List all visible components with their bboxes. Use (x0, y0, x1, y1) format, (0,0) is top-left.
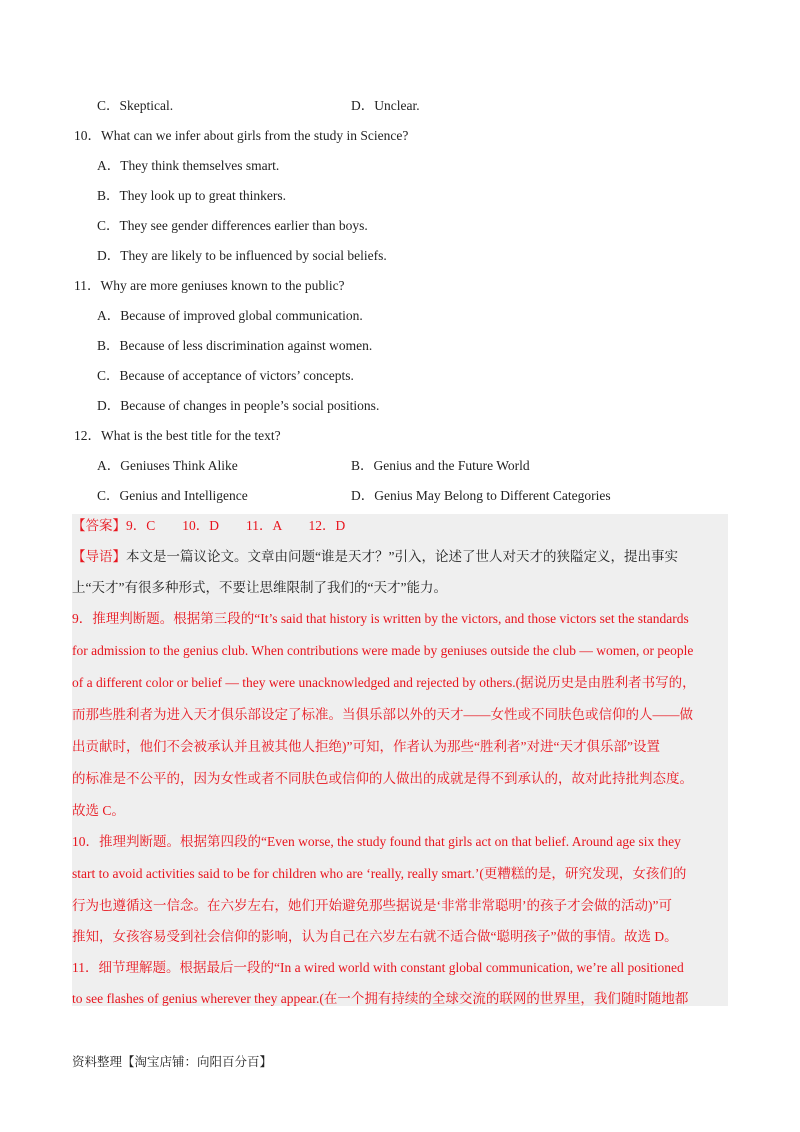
page-footer: 资料整理【淘宝店铺：向阳百分百】 (72, 1054, 273, 1069)
explanation-line: for admission to the genius club. When contributions were made by geniuses outside the club — women, or people (72, 643, 694, 658)
explanation-line: of a different color or belief — they were unacknowledged and rejected by others.(据说历史是由胜利者书写的， (72, 675, 696, 690)
explanation-line: 10．推理判断题。根据第四段的“Even worse, the study found that girls act on that belief. Around age six they (72, 834, 681, 849)
explanation-line: 行为也遵循这一信念。在六岁左右，她们开始避免那些据说是‘非常非常聪明’的孩子才会做的活动)”可 (72, 898, 672, 913)
explanation-line: 9．推理判断题。根据第三段的“It’s said that history is written by the victors, and those victors set the standards (72, 611, 689, 626)
q10-option-a: A．They think themselves smart. (97, 158, 280, 173)
q11-option-b: B．Because of less discrimination against women. (97, 338, 373, 353)
explanation-line: 出贡献时，他们不会被承认并且被其他人拒绝)”可知，作者认为那些“胜利者”对进“天才俱乐部”设置 (72, 739, 660, 754)
explanation-line: 而那些胜利者为进入天才俱乐部设定了标准。当俱乐部以外的天才——女性或不同肤色或信仰的人——做 (72, 707, 693, 722)
q11-stem: 11．Why are more geniuses known to the public? (74, 278, 345, 293)
q11-option-c: C．Because of acceptance of victors’ concepts. (97, 368, 354, 383)
guide-line-1 (72, 548, 678, 566)
q12-stem: 12．What is the best title for the text? (74, 428, 281, 443)
q10-option-b: B．They look up to great thinkers. (97, 188, 286, 203)
q10-option-c: C．They see gender differences earlier than boys. (97, 218, 368, 233)
explanation-line: to see flashes of genius wherever they appear.(在一个拥有持续的全球交流的联网的世界里，我们随时随地都 (72, 991, 689, 1006)
explanation-line: 故选 C。 (72, 803, 125, 818)
guide-line-2: 上“天才”有很多种形式，不要让思维限制了我们的“天才”能力。 (72, 580, 447, 595)
answer-tag: 【答案】 (72, 518, 126, 533)
answer-text: 9．C 10．D 11．A 12．D (126, 518, 346, 533)
guide-text-1: 本文是一篇议论文。文章由问题“谁是天才？”引入，论述了世人对天才的狭隘定义，提出事实 (126, 549, 678, 564)
q12-option-a: A．Geniuses Think Alike (97, 458, 238, 473)
q12-option-d: D．Genius May Belong to Different Categories (351, 488, 611, 503)
q12-option-b: B．Genius and the Future World (351, 458, 530, 473)
guide-tag: 【导语】 (72, 549, 126, 564)
q9-option-c: C．Skeptical. (97, 98, 174, 113)
q10-option-d: D．They are likely to be influenced by social beliefs. (97, 248, 387, 263)
explanation-line: 11．细节理解题。根据最后一段的“In a wired world with constant global communication, we’re all positioned (72, 960, 684, 975)
q12-option-c: C．Genius and Intelligence (97, 488, 248, 503)
explanation-line: start to avoid activities said to be for children who are ‘really, really smart.’(更糟糕的是，研究发现，女孩们的 (72, 866, 687, 881)
answer-line (72, 517, 345, 535)
q10-stem: 10．What can we infer about girls from the study in Science? (74, 128, 409, 143)
explanation-line: 推知，女孩容易受到社会信仰的影响，认为自己在六岁左右就不适合做“聪明孩子”做的事情。故选 D。 (72, 929, 678, 944)
q9-option-d: D．Unclear. (351, 98, 420, 113)
q11-option-d: D．Because of changes in people’s social positions. (97, 398, 380, 413)
q11-option-a: A．Because of improved global communication. (97, 308, 363, 323)
explanation-line: 的标准是不公平的，因为女性或者不同肤色或信仰的人做出的成就是得不到承认的，故对此持批判态度。 (72, 771, 693, 786)
